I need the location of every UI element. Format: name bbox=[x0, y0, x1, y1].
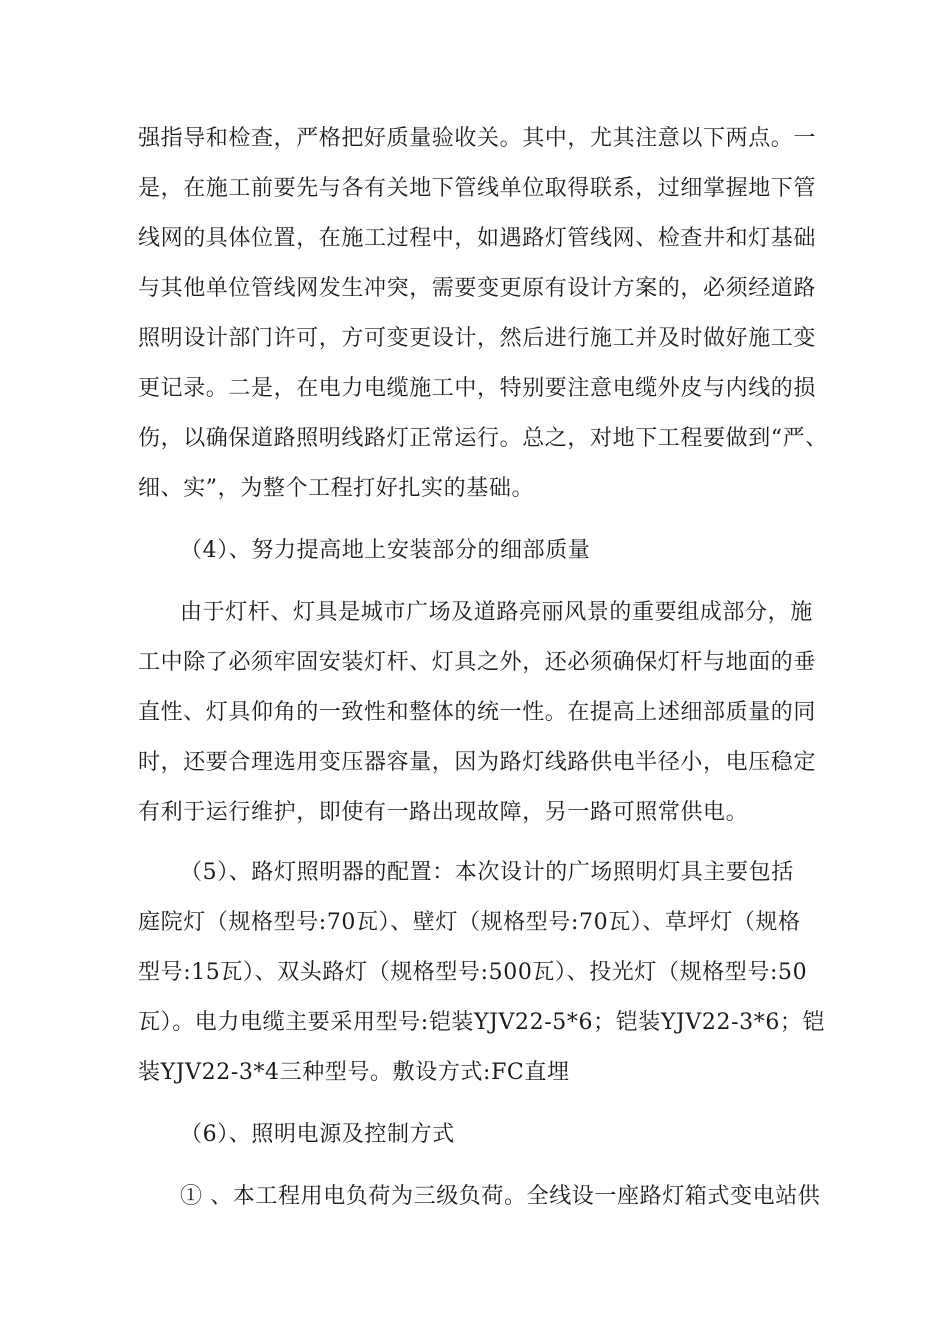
text-line: 有利于运行维护，即使有一路出现故障，另一路可照常供电。 bbox=[138, 800, 749, 825]
text-line: 庭院灯（规格型号:70瓦）、壁灯（规格型号:70瓦）、草坪灯（规格 bbox=[138, 910, 801, 935]
section-heading-4: （4）、努力提高地上安装部分的细部质量 bbox=[180, 538, 591, 563]
text-line: 装YJV22-3*4三种型号。敷设方式:FC直埋 bbox=[138, 1060, 570, 1085]
text-line: 强指导和检查，严格把好质量验收关。其中，尤其注意以下两点。一 bbox=[138, 126, 817, 151]
text-line: 是，在施工前要先与各有关地下管线单位取得联系，过细掌握地下管 bbox=[138, 176, 817, 201]
text-line: ① 、本工程用电负荷为三级负荷。全线设一座路灯箱式变电站供 bbox=[180, 1184, 821, 1209]
section-heading-5: （5）、路灯照明器的配置：本次设计的广场照明灯具主要包括 bbox=[180, 860, 794, 885]
text-line: 更记录。二是，在电力电缆施工中，特别要注意电缆外皮与内线的损 bbox=[138, 376, 817, 401]
text-line: 由于灯杆、灯具是城市广场及道路亮丽风景的重要组成部分，施 bbox=[180, 600, 813, 625]
text-line: 伤，以确保道路照明线路灯正常运行。总之，对地下工程要做到“严、 bbox=[138, 426, 828, 451]
text-line: 直性、灯具仰角的一致性和整体的统一性。在提高上述细部质量的同 bbox=[138, 700, 817, 725]
text-line: 瓦）。电力电缆主要采用型号:铠装YJV22-5*6；铠装YJV22-3*6；铠 bbox=[138, 1010, 826, 1035]
text-line: 型号:15瓦）、双头路灯（规格型号:500瓦）、投光灯（规格型号:50 bbox=[138, 960, 808, 985]
text-line: 工中除了必须牢固安装灯杆、灯具之外，还必须确保灯杆与地面的垂 bbox=[138, 650, 817, 675]
section-heading-6: （6）、照明电源及控制方式 bbox=[180, 1122, 455, 1147]
text-line: 时，还要合理选用变压器容量，因为路灯线路供电半径小，电压稳定 bbox=[138, 750, 817, 775]
text-line: 线网的具体位置，在施工过程中，如遇路灯管线网、检查井和灯基础 bbox=[138, 226, 817, 251]
text-line: 与其他单位管线网发生冲突，需要变更原有设计方案的，必须经道路 bbox=[138, 276, 817, 301]
text-line: 细、实”，为整个工程打好扎实的基础。 bbox=[138, 476, 535, 501]
text-line: 照明设计部门许可，方可变更设计，然后进行施工并及时做好施工变 bbox=[138, 326, 817, 351]
